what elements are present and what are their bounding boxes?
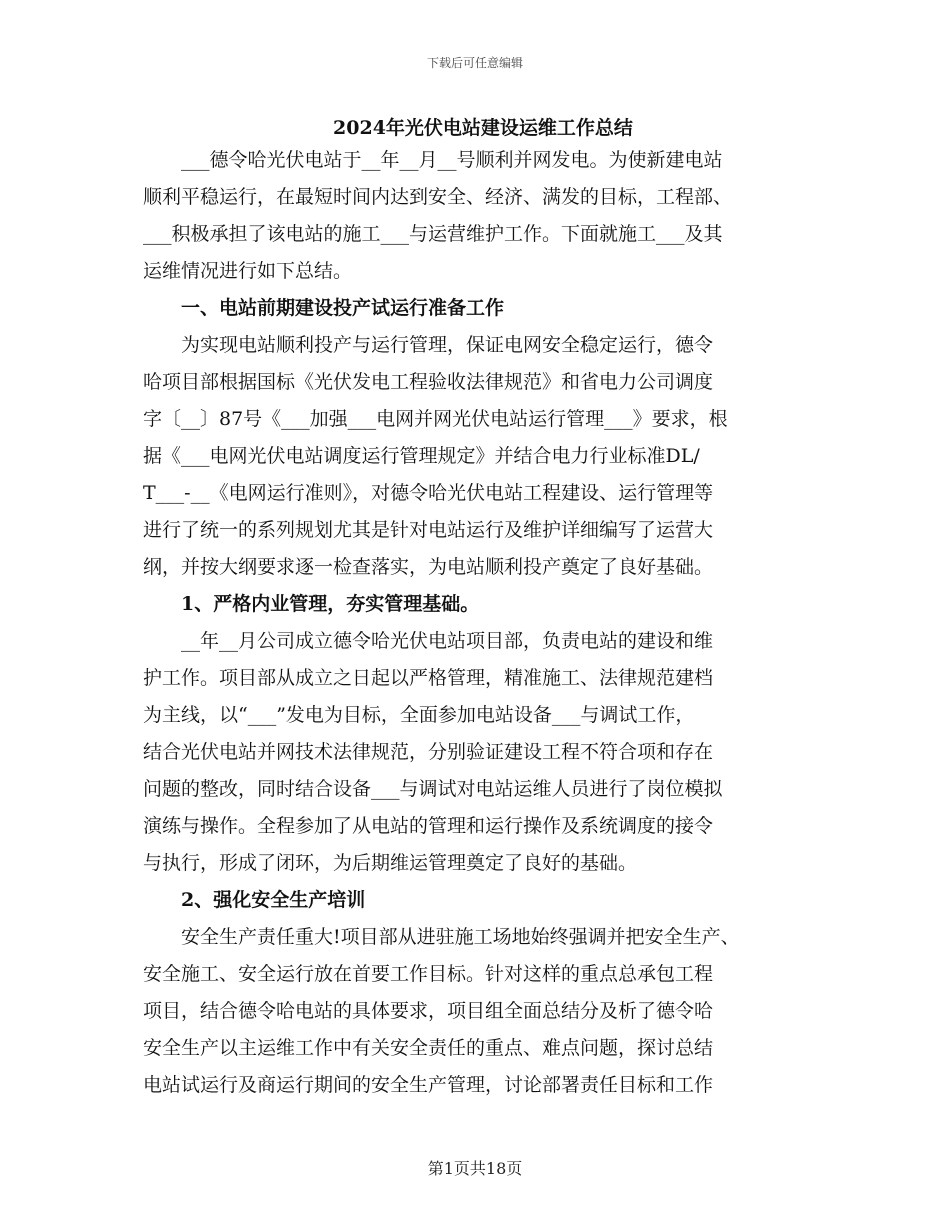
text-line: 运维情况进行如下总结。 (143, 260, 353, 282)
subsection-heading-1: 1、严格内业管理，夯实管理基础。 (181, 593, 480, 615)
text-line: ___德令哈光伏电站于__年__月__号顺利并网发电。为使新建电站 (181, 149, 723, 171)
text-line: T___-__《电网运行准则》，对德令哈光伏电站工程建设、运行管理等 (143, 482, 714, 504)
text-line: 演练与操作。全程参加了从电站的管理和运行操作及系统调度的接令 (143, 815, 714, 837)
text-line: 为实现电站顺利投产与运行管理，保证电网安全稳定运行，德令 (181, 334, 714, 356)
text-line: 项目，结合德令哈电站的具体要求，项目组全面总结分及析了德令哈 (143, 1000, 714, 1022)
page-number: 第1页共18页 (427, 1159, 523, 1178)
document-body (143, 114, 823, 1104)
text-line: 顺利平稳运行，在最短时间内达到安全、经济、满发的目标，工程部、 (143, 186, 733, 208)
subsection2-paragraph (143, 919, 823, 1104)
text-line: 护工作。项目部从成立之日起以严格管理，精准施工、法律规范建档 (143, 667, 714, 689)
text-line: 纲，并按大纲要求逐一检查落实，为电站顺利投产奠定了良好基础。 (143, 556, 714, 578)
text-line: 安全生产责任重大!项目部从进驻施工场地始终强调并把安全生产、 (181, 926, 740, 948)
text-line: 问题的整改，同时结合设备___与调试对电站运维人员进行了岗位模拟 (143, 778, 723, 800)
text-line: 电站试运行及商运行期间的安全生产管理，讨论部署责任目标和工作 (143, 1074, 714, 1096)
subsection-heading-2: 2、强化安全生产培训 (181, 889, 366, 911)
text-line: 字〔__〕87号《___加强___电网并网光伏电站运行管理___》要求，根 (143, 408, 728, 430)
text-line: 进行了统一的系列规划尤其是针对电站运行及维护详细编写了运营大 (143, 519, 714, 541)
text-line: 与执行，形成了闭环，为后期维运管理奠定了良好的基础。 (143, 852, 638, 874)
section1-paragraph (143, 327, 823, 586)
section-heading-1: 一、电站前期建设投产试运行准备工作 (181, 297, 505, 319)
document-title: 2024年光伏电站建设运维工作总结 (333, 117, 633, 139)
text-line: 据《___电网光伏电站调度运行管理规定》并结合电力行业标准DL/ (143, 445, 700, 467)
intro-paragraph (143, 142, 823, 290)
text-line: 为主线，以“___”发电为目标，全面参加电站设备___与调试工作， (143, 704, 695, 726)
text-line: 安全生产以主运维工作中有关安全责任的重点、难点问题，探讨总结 (143, 1037, 714, 1059)
text-line: 哈项目部根据国标《光伏发电工程验收法律规范》和省电力公司调度 (143, 371, 714, 393)
text-line: 安全施工、安全运行放在首要工作目标。针对这样的重点总承包工程 (143, 963, 714, 985)
text-line: __年__月公司成立德令哈光伏电站项目部，负责电站的建设和维 (181, 630, 714, 652)
page-header-note: 下载后可任意编辑 (426, 56, 523, 70)
text-line: 结合光伏电站并网技术法律规范，分别验证建设工程不符合项和存在 (143, 741, 714, 763)
text-line: ___积极承担了该电站的施工___与运营维护工作。下面就施工___及其 (143, 223, 723, 245)
subsection1-paragraph (143, 623, 823, 882)
